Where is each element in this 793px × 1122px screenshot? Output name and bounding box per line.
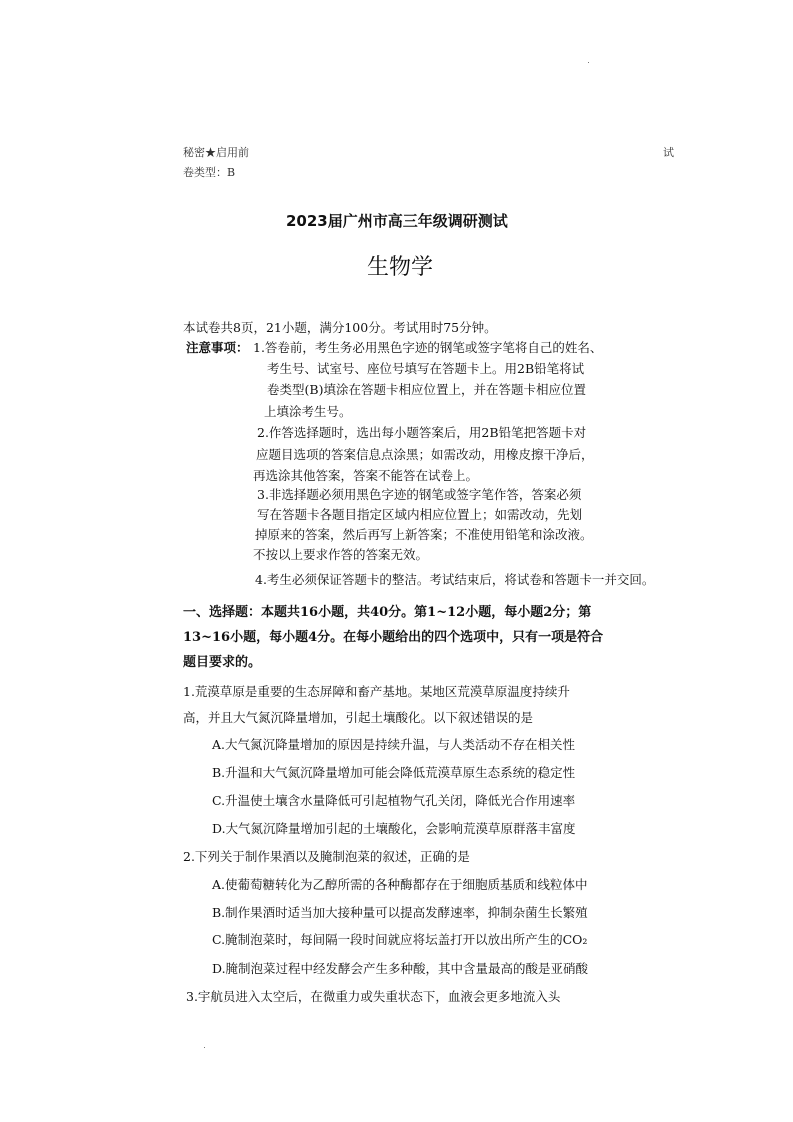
option: B.制作果酒时适当加大接种量可以提高发酵速率，抑制杂菌生长繁殖 [212,905,588,920]
option: D.腌制泡菜过程中经发酵会产生多种酸，其中含量最高的酸是亚硝酸 [212,961,589,976]
question-stem: 3.宇航员进入太空后，在微重力或失重状态下，血液会更多地流入头 [186,989,561,1004]
question-stem: 1.荒漠草原是重要的生态屏障和畜产基地。某地区荒漠草原温度持续升 [183,684,570,699]
note-line: 掉原来的答案，然后再写上新答案；不准使用铅笔和涂改液。 [255,527,593,542]
note-line: 不按以上要求作答的答案无效。 [253,547,429,562]
speck [588,62,589,63]
note-line: 4.考生必须保证答题卡的整洁。考试结束后，将试卷和答题卡一并交回。 [255,572,655,587]
option: A.大气氮沉降量增加的原因是持续升温，与人类活动不存在相关性 [212,737,576,752]
question-stem: 2.下列关于制作果酒以及腌制泡菜的叙述，正确的是 [183,849,470,864]
note-line: 1.答卷前，考生务必用黑色字迹的钢笔或签字笔将自己的姓名、 [253,340,603,355]
notes-label: 注意事项： [186,340,249,355]
option: C.升温使土壤含水量降低可引起植物气孔关闭，降低光合作用速率 [212,793,576,808]
note-line: 上填涂考生号。 [264,404,352,419]
note-line: 卷类型(B)填涂在答题卡相应位置上，并在答题卡相应位置 [267,382,586,397]
question-stem: 高，并且大气氮沉降量增加，引起土壤酸化。以下叙述错误的是 [183,710,534,725]
note-line: 2.作答选择题时，选出每小题答案后，用2B铅笔把答题卡对 [257,425,587,440]
option: A.使葡萄糖转化为乙醇所需的各种酶都存在于细胞质基质和线粒体中 [212,877,588,892]
paper-type: 卷类型：B [183,166,236,179]
option: C.腌制泡菜时，每间隔一段时间就应将坛盖打开以放出所产生的CO₂ [212,932,588,947]
exam-title: 2023届广州市高三年级调研测试 [286,212,508,230]
note-line: 应题目选项的答案信息点涂黑；如需改动，用橡皮擦干净后， [256,447,594,462]
note-line: 写在答题卡各题目指定区域内相应位置上；如需改动，先划 [257,507,583,522]
subject-title: 生物学 [367,255,434,280]
section-heading: 一、选择题：本题共16小题，共40分。第1~12小题，每小题2分；第 [183,605,592,620]
corner-text: 试 [663,146,674,159]
intro-text: 本试卷共8页，21小题，满分100分。考试用时75分钟。 [183,320,497,335]
option: B.升温和大气氮沉降量增加可能会降低荒漠草原生态系统的稳定性 [212,765,576,780]
section-heading: 题目要求的。 [183,655,262,670]
note-line: 3.非选择题必须用黑色字迹的钢笔或签字笔作答，答案必须 [257,487,582,502]
confidential-label: 秘密★启用前 [183,146,249,159]
note-line: 再选涂其他答案，答案不能答在试卷上。 [253,468,479,483]
speck [204,1047,205,1048]
note-line: 考生号、试室号、座位号填写在答题卡上。用2B铅笔将试 [267,361,585,376]
section-heading: 13~16小题，每小题4分。在每小题给出的四个选项中，只有一项是符合 [183,630,604,645]
option: D.大气氮沉降量增加引起的土壤酸化，会影响荒漠草原群落丰富度 [212,821,576,836]
